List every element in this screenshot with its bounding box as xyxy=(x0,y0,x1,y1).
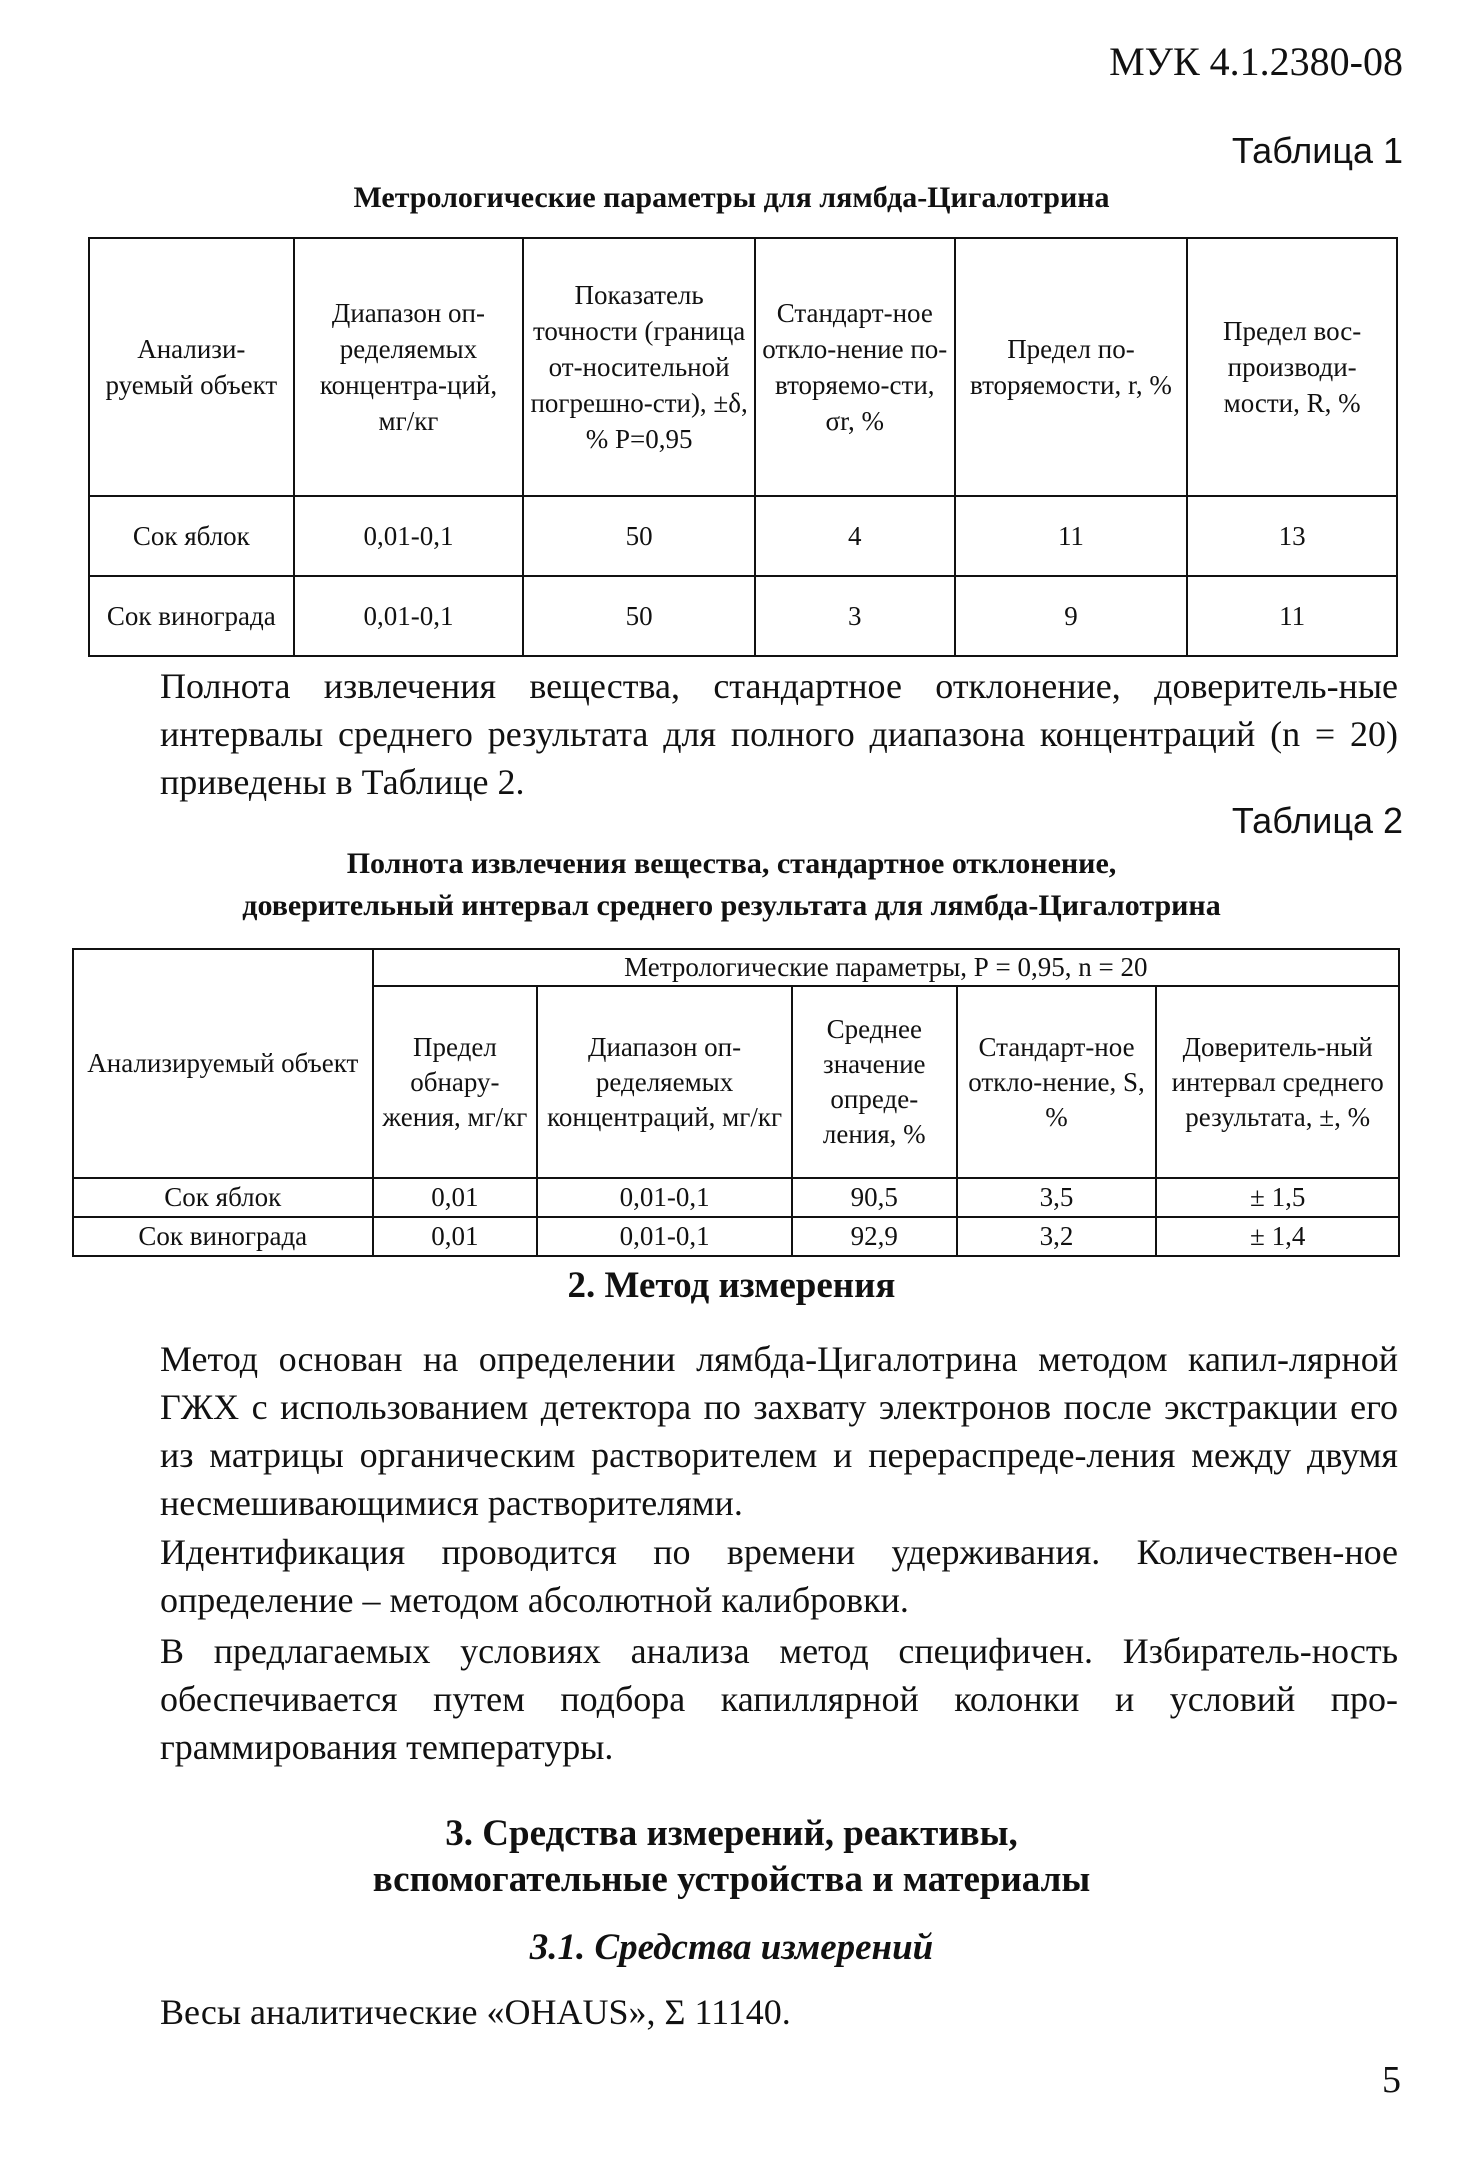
table2-header-object: Анализируемый объект xyxy=(73,949,373,1178)
table-cell: ± 1,5 xyxy=(1156,1178,1399,1217)
section3-heading-line1: 3. Средства измерений, реактивы, xyxy=(445,1813,1018,1854)
section2-paragraph-2 xyxy=(160,1528,1398,1624)
table2-title-line1: Полнота извлечения вещества, стандартное отклонение, xyxy=(346,847,1117,880)
table-cell: 92,9 xyxy=(792,1217,957,1256)
page-number: 5 xyxy=(1382,2059,1401,2101)
table1-header-std-dev: Стандарт-ное откло-нение по-вторяемо-сти, σr, % xyxy=(755,238,955,496)
paragraph-text: Полнота извлечения вещества, стандартное отклонение, доверитель-ные интервалы среднего результата для полного диапазона концентраций (n = 20) приведены в Таблице 2. xyxy=(160,666,1398,802)
table-cell: Сок винограда xyxy=(89,576,294,656)
table-cell: 50 xyxy=(523,576,755,656)
table-cell: Сок яблок xyxy=(89,496,294,576)
table-cell: ± 1,4 xyxy=(1156,1217,1399,1256)
table-row xyxy=(89,576,1397,656)
table-cell: 0,01 xyxy=(373,1178,538,1217)
table1-header-repeatability: Предел по-вторяемости, r, % xyxy=(955,238,1188,496)
table2-header-confidence: Доверитель-ный интервал среднего результата, ±, % xyxy=(1156,986,1399,1178)
table1-caption: Таблица 1 xyxy=(1231,130,1403,171)
table2-group-header-row xyxy=(73,949,1399,986)
table-cell: 11 xyxy=(955,496,1188,576)
table2 xyxy=(72,948,1400,1257)
table-row xyxy=(73,1217,1399,1256)
table-cell: 3,2 xyxy=(957,1217,1157,1256)
table2-header-detection-limit: Предел обнару-жения, мг/кг xyxy=(373,986,538,1178)
table-cell: 0,01-0,1 xyxy=(537,1217,792,1256)
table1 xyxy=(88,237,1398,657)
table2-group-header: Метрологические параметры, Р = 0,95, n = 20 xyxy=(373,949,1399,986)
table1-header-accuracy: Показатель точности (граница от-носительной погрешно-сти), ±δ, % Р=0,95 xyxy=(523,238,755,496)
table-cell: 9 xyxy=(955,576,1188,656)
paragraph-table2-intro xyxy=(160,662,1398,806)
paragraph-text: Идентификация проводится по времени удерживания. Количествен-ное определение – методом абсолютной калибровки. xyxy=(160,1532,1398,1620)
table-row xyxy=(89,496,1397,576)
table-cell: Сок яблок xyxy=(73,1178,373,1217)
section2-paragraph-1 xyxy=(160,1335,1398,1527)
table-cell: Сок винограда xyxy=(73,1217,373,1256)
section3-subheading: 3.1. Средства измерений xyxy=(529,1927,934,1968)
table2-title-line2: доверительный интервал среднего результата для лямбда-Цигалотрина xyxy=(242,889,1221,922)
section2-paragraph-3 xyxy=(160,1627,1398,1771)
section3-heading-line2: вспомогательные устройства и материалы xyxy=(372,1859,1091,1900)
table2-header-mean: Среднее значение опреде-ления, % xyxy=(792,986,957,1178)
table-cell: 0,01-0,1 xyxy=(537,1178,792,1217)
paragraph-text: Весы аналитические «OHAUS», Σ 11140. xyxy=(160,1992,791,2032)
section3-paragraph-1 xyxy=(160,1988,1398,2036)
table-cell: 90,5 xyxy=(792,1178,957,1217)
table-cell: 13 xyxy=(1187,496,1397,576)
table-row xyxy=(73,1178,1399,1217)
table-cell: 0,01 xyxy=(373,1217,538,1256)
table-cell: 3,5 xyxy=(957,1178,1157,1217)
table-cell: 50 xyxy=(523,496,755,576)
table-cell: 0,01-0,1 xyxy=(294,576,524,656)
table2-caption: Таблица 2 xyxy=(1231,800,1403,841)
table2-header-std-dev: Стандарт-ное откло-нение, S, % xyxy=(957,986,1157,1178)
table2-header-range: Диапазон оп-ределяемых концентраций, мг/кг xyxy=(537,986,792,1178)
table-cell: 3 xyxy=(755,576,955,656)
table-cell: 11 xyxy=(1187,576,1397,656)
table1-header-row xyxy=(89,238,1397,496)
document-code: МУК 4.1.2380-08 xyxy=(1109,39,1403,84)
table1-title: Метрологические параметры для лямбда-Цигалотрина xyxy=(353,181,1110,214)
paragraph-text: В предлагаемых условиях анализа метод специфичен. Избиратель-ность обеспечивается путем подбора капиллярной колонки и условий про-граммирования температуры. xyxy=(160,1631,1398,1767)
section2-heading: 2. Метод измерения xyxy=(567,1265,896,1306)
paragraph-text: Метод основан на определении лямбда-Цигалотрина методом капил-лярной ГЖХ с использованием детектора по захвату электронов после экстракции его из матрицы органическим растворителем и перераспреде-ления между двумя несмешивающимися растворителями. xyxy=(160,1339,1398,1523)
table1-header-range: Диапазон оп-ределяемых концентра-ций, мг/кг xyxy=(294,238,524,496)
table1-header-object: Анализи-руемый объект xyxy=(89,238,294,496)
table-cell: 4 xyxy=(755,496,955,576)
table1-header-reproducibility: Предел вос-производи-мости, R, % xyxy=(1187,238,1397,496)
table-cell: 0,01-0,1 xyxy=(294,496,524,576)
